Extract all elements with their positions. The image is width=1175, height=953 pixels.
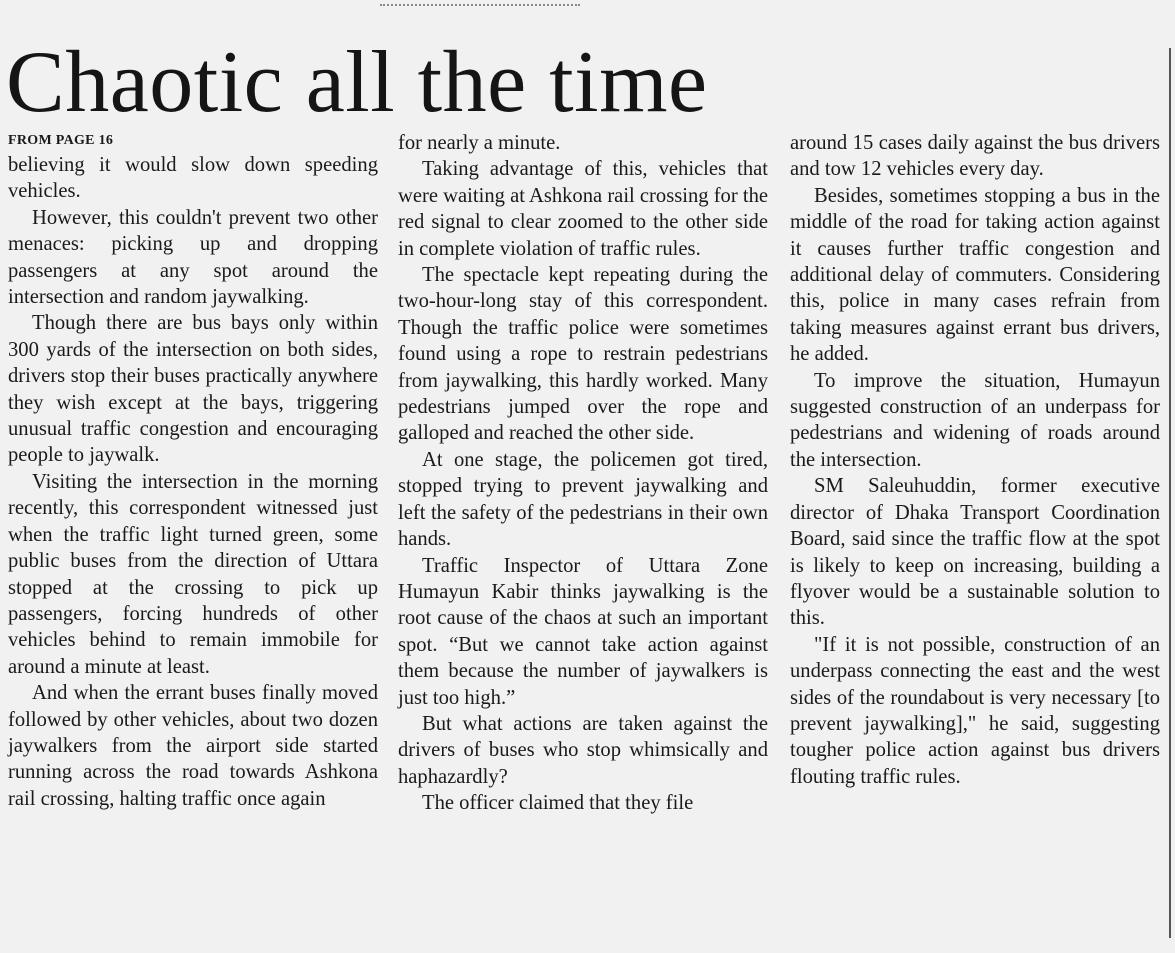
paragraph: To improve the situation, Humayun suggested construction of an underpass for pedestrians and widening of roads around the intersection. [790, 369, 1160, 471]
paragraph: for nearly a minute. [398, 132, 561, 154]
paragraph: Traffic Inspector of Uttara Zone Humayun Kabir thinks jaywalking is the root cause of the chaos at such an important spot. “But we cannot take action against them because the number of jaywalkers is just too high.” [398, 554, 768, 709]
column-rule [1169, 48, 1171, 938]
article-column-3 [790, 130, 1160, 790]
article-column-2 [398, 130, 768, 817]
paragraph: But what actions are taken against the drivers of buses who stop whimsically and haphazardly? [398, 712, 768, 788]
paragraph: Though there are bus bays only within 300 yards of the intersection on both sides, drivers stop their buses practically anywhere they wish except at the bays, triggering unusual traffic congestion and encouraging people to jaywalk. [8, 312, 378, 467]
paragraph: SM Saleuhuddin, former executive director of Dhaka Transport Coordination Board, said since the traffic flow at the spot is likely to keep on increasing, building a flyover would be a sustainable solution to this. [790, 475, 1160, 630]
paragraph: Taking advantage of this, vehicles that were waiting at Ashkona rail crossing for the red signal to clear zoomed to the other side in complete violation of traffic rules. [398, 158, 769, 260]
paragraph: Besides, sometimes stopping a bus in the middle of the road for taking action against it causes further traffic congestion and additional delay of commuters. Considering this, police in many cases refrain from taking measures against errant bus drivers, he added. [790, 184, 1160, 366]
paragraph: The spectacle kept repeating during the two-hour-long stay of this correspondent. Though the traffic police were sometimes found using a rope to restrain pedestrians from jaywalking, this hardly worked. Many pedestrians jumped over the rope and galloped and reached the other side. [398, 264, 768, 445]
paragraph: The officer claimed that they file [422, 792, 694, 815]
article-column-1 [8, 130, 378, 812]
paragraph: around 15 cases daily against the bus drivers and tow 12 vehicles every day. [790, 132, 1160, 181]
clipped-top-line [380, 0, 610, 6]
headline: Chaotic all the time [6, 34, 708, 131]
paragraph: And when the errant buses finally moved followed by other vehicles, about two dozen jaywalkers from the airport side started running across the road towards Ashkona rail crossing, halting traffic once again [8, 682, 378, 810]
paragraph: At one stage, the policemen got tired, stopped trying to prevent jaywalking and left the safety of the pedestrians in their own hands. [398, 448, 768, 551]
paragraph: "If it is not possible, construction of an underpass connecting the east and the west sides of the roundabout is very necessary [to prevent jaywalking]," he said, suggesting tougher police action against bus drivers flouting traffic rules. [790, 633, 1160, 788]
paragraph: believing it would slow down speeding vehicles. [8, 154, 378, 203]
paragraph: Visiting the intersection in the morning recently, this correspondent witnessed just when the traffic light turned green, some public buses from the direction of Uttara stopped at the crossing to pick up passengers, forcing hundreds of other vehicles behind to remain immobile for around a minute at least. [8, 470, 378, 678]
continuation-kicker: FROM PAGE 16 [8, 133, 114, 148]
paragraph: However, this couldn't prevent two other menaces: picking up and dropping passengers at any spot around the intersection and random jaywalking. [8, 206, 378, 309]
